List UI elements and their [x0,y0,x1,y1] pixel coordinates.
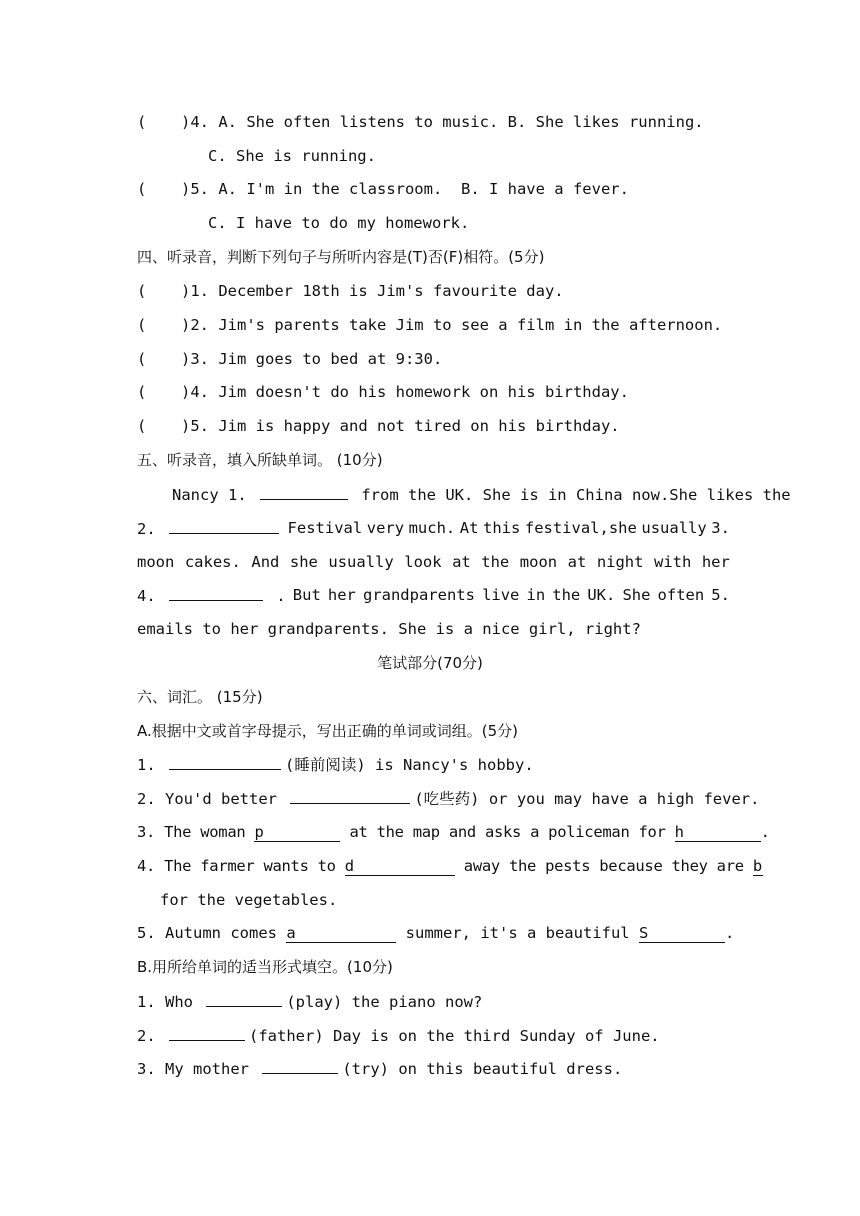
tf-item: ( )1. December 18th is Jim's favourite day. [137,282,564,300]
answer-blank[interactable] [169,1023,245,1041]
q3-item-4: ( )4. A. She often listens to music. B. She likes running. [137,113,704,131]
option-b: B. I have a fever. [460,180,629,198]
passage-line-3: moon cakes. And she usually look at the moon at night with her [137,553,730,571]
q3-item-4-option-c: C. She is running. [208,147,376,165]
section-4-heading: 四、听录音，判断下列句子与所听内容是(T)否(F)相符。(5分) [137,248,545,266]
part-a-item-3: 3. The woman p at the map and asks a policeman for h . [137,823,770,841]
q3-item-5: ( )5. A. I'm in the classroom. B. I have a fever. [137,180,629,198]
part-b-item-3: 3. My mother (try) on this beautiful dress. [137,1056,732,1080]
part-b-item-1: 1. Who (play) the piano now? [137,989,732,1013]
part-a-heading: A.根据中文或首字母提示，写出正确的单词或词组。(5分) [137,722,519,740]
answer-blank[interactable] [206,989,282,1007]
passage-line-1: Nancy 1. from the UK. She is in China now.She likes the [172,482,730,506]
part-a-item-2: 2. You'd better (吃些药) or you may have a high fever. [137,786,732,810]
tf-item: ( )5. Jim is happy and not tired on his birthday. [137,417,620,435]
passage-line-4: 4. . But her grandparents live in the UK. She often 5. [137,583,730,607]
answer-blank-p[interactable]: p [254,824,340,842]
answer-blank[interactable] [262,1056,338,1074]
option-a: A. She often listens to music. [218,113,499,131]
blank-2[interactable] [169,516,279,534]
answer-blank-a[interactable]: a [286,925,396,943]
tf-item: ( )2. Jim's parents take Jim to see a film in the afternoon. [137,316,723,334]
answer-blank-b[interactable]: b [752,857,762,875]
passage-line-5: emails to her grandparents. She is a nice girl, right? [137,620,641,638]
answer-blank-d[interactable]: d [345,858,455,876]
part-a-item-1: 1. (睡前阅读) is Nancy's hobby. [137,752,732,776]
section-6-heading: 六、词汇。 (15分) [137,688,263,706]
q3-item-5-option-c: C. I have to do my homework. [208,214,470,232]
part-a-item-4: 4. The farmer wants to d away the pests because they are b [137,857,762,875]
part-a-item-4-cont: for the vegetables. [160,891,338,909]
part-b-heading: B.用所给单词的适当形式填空。(10分) [137,958,393,976]
passage-line-2: 2. Festival very much. At this festival,she usually 3. [137,516,730,540]
part-a-item-5: 5. Autumn comes a summer, it's a beautiful S . [137,924,735,942]
tf-item: ( )4. Jim doesn't do his homework on his birthday. [137,383,629,401]
blank-1[interactable] [260,482,348,500]
blank-4[interactable] [169,583,263,601]
answer-blank[interactable] [290,786,410,804]
option-b: B. She likes running. [507,113,704,131]
part-b-item-2: 2. (father) Day is on the third Sunday of June. [137,1023,732,1047]
answer-blank[interactable] [169,752,281,770]
written-part-title: 笔试部分(70分) [377,654,483,672]
option-a: A. I'm in the classroom. [218,180,443,198]
section-5-heading: 五、听录音，填入所缺单词。 (10分) [137,451,383,469]
answer-blank-s[interactable]: S [639,925,725,943]
answer-blank-h[interactable]: h [675,824,761,842]
tf-item: ( )3. Jim goes to bed at 9:30. [137,350,443,368]
